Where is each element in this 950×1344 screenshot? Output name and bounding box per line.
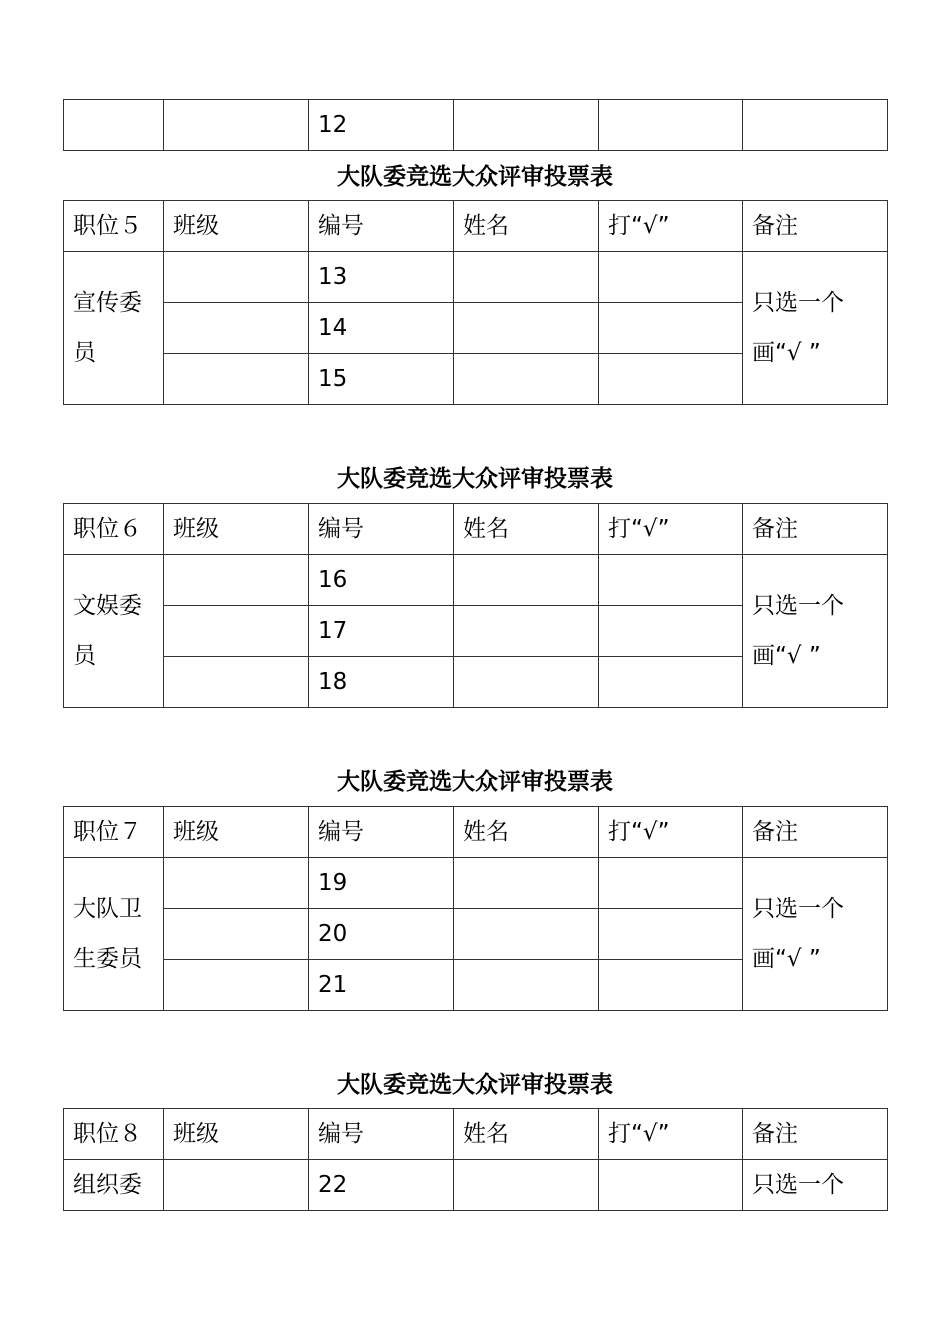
number-header: 编号 bbox=[309, 1109, 454, 1160]
name-cell bbox=[454, 100, 599, 151]
table-row bbox=[64, 252, 888, 303]
class-header: 班级 bbox=[164, 504, 309, 555]
tick-input-cell[interactable] bbox=[599, 555, 743, 606]
name-input-cell[interactable] bbox=[454, 657, 599, 708]
class-header: 班级 bbox=[164, 201, 309, 252]
tick-input-cell[interactable] bbox=[599, 909, 743, 960]
name-input-cell[interactable] bbox=[454, 303, 599, 354]
note-cell bbox=[743, 100, 888, 151]
position-label: 职位８ bbox=[64, 1109, 164, 1160]
class-input-cell[interactable] bbox=[164, 354, 309, 405]
number-header: 编号 bbox=[309, 504, 454, 555]
number-cell: 19 bbox=[309, 858, 454, 909]
table-row bbox=[64, 858, 888, 909]
number-cell: 13 bbox=[309, 252, 454, 303]
tick-input-cell[interactable] bbox=[599, 354, 743, 405]
note-header: 备注 bbox=[743, 1109, 888, 1160]
note-header: 备注 bbox=[743, 201, 888, 252]
table-fragment bbox=[63, 99, 887, 151]
vote-table-7 bbox=[63, 806, 887, 1011]
header-row bbox=[64, 504, 888, 555]
number-header: 编号 bbox=[309, 201, 454, 252]
position-label: 职位６ bbox=[64, 504, 164, 555]
header-row bbox=[64, 201, 888, 252]
role-cell: 组织委 bbox=[64, 1160, 164, 1211]
note-header: 备注 bbox=[743, 504, 888, 555]
vote-table-6 bbox=[63, 503, 887, 708]
table-row bbox=[64, 1160, 888, 1211]
name-input-cell[interactable] bbox=[454, 354, 599, 405]
tick-cell bbox=[599, 100, 743, 151]
role-cell: 文娱委员 bbox=[64, 555, 164, 708]
table-title: 大队委竞选大众评审投票表 bbox=[337, 164, 613, 190]
tick-header: 打“√” bbox=[599, 807, 743, 858]
name-input-cell[interactable] bbox=[454, 555, 599, 606]
number-cell: 14 bbox=[309, 303, 454, 354]
position-label: 职位５ bbox=[64, 201, 164, 252]
header-row bbox=[64, 1109, 888, 1160]
name-header: 姓名 bbox=[454, 504, 599, 555]
note-cell: 只选一个 bbox=[743, 1160, 888, 1211]
role-cell: 宣传委员 bbox=[64, 252, 164, 405]
table-title: 大队委竞选大众评审投票表 bbox=[337, 769, 613, 795]
position-cell bbox=[64, 100, 164, 151]
class-input-cell[interactable] bbox=[164, 252, 309, 303]
note-header: 备注 bbox=[743, 807, 888, 858]
note-cell: 只选一个画“√ ” bbox=[743, 858, 888, 1011]
number-header: 编号 bbox=[309, 807, 454, 858]
class-cell bbox=[164, 100, 309, 151]
role-cell: 大队卫生委员 bbox=[64, 858, 164, 1011]
number-cell: 12 bbox=[309, 100, 454, 151]
note-cell: 只选一个画“√ ” bbox=[743, 555, 888, 708]
vote-table-5 bbox=[63, 200, 887, 405]
class-input-cell[interactable] bbox=[164, 960, 309, 1011]
class-header: 班级 bbox=[164, 1109, 309, 1160]
tick-input-cell[interactable] bbox=[599, 252, 743, 303]
tick-input-cell[interactable] bbox=[599, 303, 743, 354]
vote-table-8 bbox=[63, 1108, 887, 1211]
table-title: 大队委竞选大众评审投票表 bbox=[337, 1072, 613, 1098]
class-input-cell[interactable] bbox=[164, 858, 309, 909]
number-cell: 18 bbox=[309, 657, 454, 708]
class-input-cell[interactable] bbox=[164, 555, 309, 606]
table-row bbox=[64, 100, 888, 151]
name-input-cell[interactable] bbox=[454, 606, 599, 657]
position-label: 职位７ bbox=[64, 807, 164, 858]
number-cell: 21 bbox=[309, 960, 454, 1011]
header-row bbox=[64, 807, 888, 858]
number-cell: 16 bbox=[309, 555, 454, 606]
tick-input-cell[interactable] bbox=[599, 1160, 743, 1211]
class-input-cell[interactable] bbox=[164, 1160, 309, 1211]
tick-input-cell[interactable] bbox=[599, 606, 743, 657]
class-input-cell[interactable] bbox=[164, 303, 309, 354]
number-cell: 20 bbox=[309, 909, 454, 960]
class-header: 班级 bbox=[164, 807, 309, 858]
tick-header: 打“√” bbox=[599, 1109, 743, 1160]
number-cell: 17 bbox=[309, 606, 454, 657]
tick-header: 打“√” bbox=[599, 504, 743, 555]
name-input-cell[interactable] bbox=[454, 1160, 599, 1211]
table-row bbox=[64, 555, 888, 606]
name-input-cell[interactable] bbox=[454, 252, 599, 303]
number-cell: 15 bbox=[309, 354, 454, 405]
name-header: 姓名 bbox=[454, 1109, 599, 1160]
tick-input-cell[interactable] bbox=[599, 960, 743, 1011]
name-input-cell[interactable] bbox=[454, 960, 599, 1011]
tick-input-cell[interactable] bbox=[599, 657, 743, 708]
name-header: 姓名 bbox=[454, 807, 599, 858]
name-header: 姓名 bbox=[454, 201, 599, 252]
note-cell: 只选一个画“√ ” bbox=[743, 252, 888, 405]
name-input-cell[interactable] bbox=[454, 909, 599, 960]
number-cell: 22 bbox=[309, 1160, 454, 1211]
class-input-cell[interactable] bbox=[164, 606, 309, 657]
class-input-cell[interactable] bbox=[164, 657, 309, 708]
table-title: 大队委竞选大众评审投票表 bbox=[337, 466, 613, 492]
name-input-cell[interactable] bbox=[454, 858, 599, 909]
class-input-cell[interactable] bbox=[164, 909, 309, 960]
tick-input-cell[interactable] bbox=[599, 858, 743, 909]
tick-header: 打“√” bbox=[599, 201, 743, 252]
